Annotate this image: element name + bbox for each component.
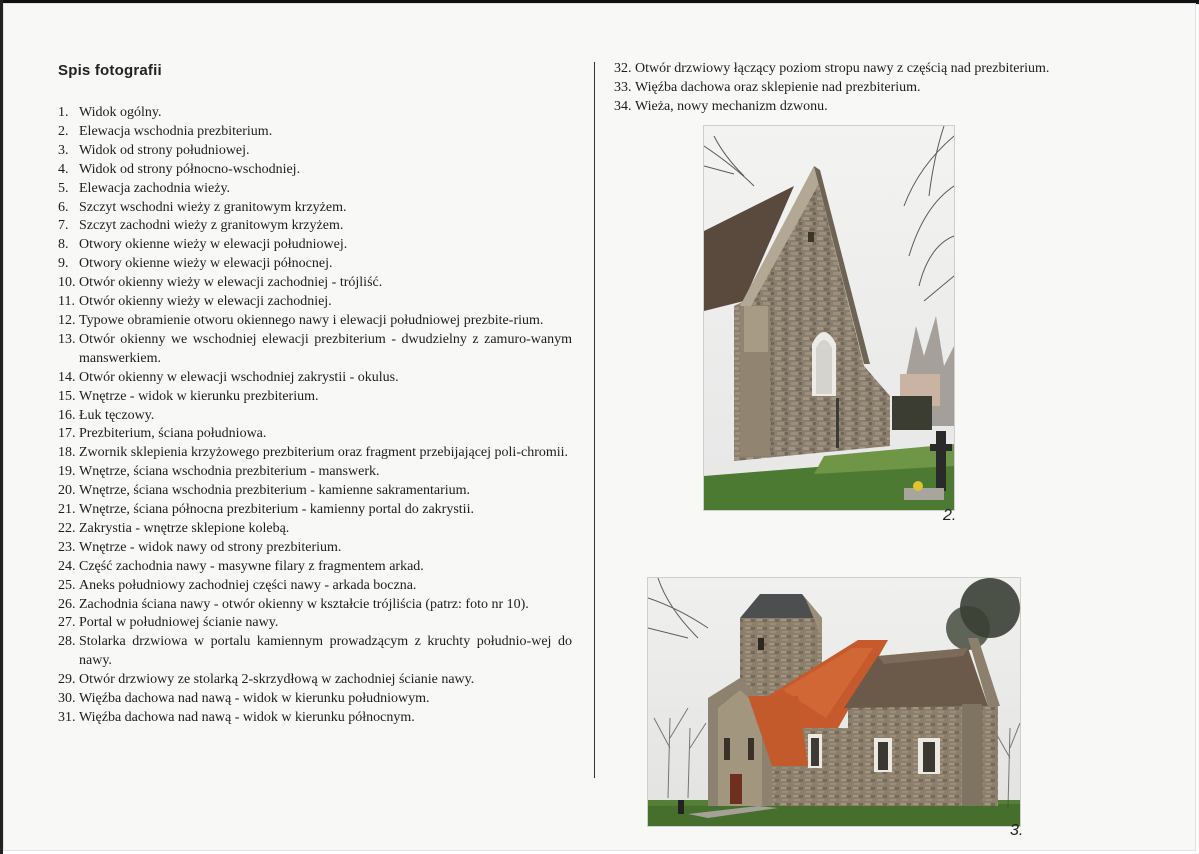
list-item-number: 24. — [58, 558, 76, 574]
list-item — [58, 596, 572, 615]
list-item — [58, 671, 572, 690]
list-item — [58, 255, 572, 274]
list-item — [58, 539, 572, 558]
list-item-text: Łuk tęczowy. — [79, 407, 155, 423]
list-item-text: Widok od strony południowej. — [79, 142, 250, 158]
list-item-text: Część zachodnia nawy - masywne filary z fragmentem arkad. — [79, 558, 424, 574]
list-item-text: Wnętrze, ściana północna prezbiterium - kamienny portal do zakrystii. — [79, 502, 474, 518]
list-item-text: Prezbiterium, ściana południowa. — [79, 426, 267, 442]
list-item-text: Widok ogólny. — [79, 105, 162, 120]
list-item-text: Wieża, nowy mechanizm dzwonu. — [635, 98, 828, 114]
list-item-text: Typowe obramienie otworu okiennego nawy i elewacji południowej prezbite-rium. — [79, 312, 544, 328]
list-item — [58, 463, 572, 482]
list-item — [58, 388, 572, 407]
list-item-number: 7. — [58, 218, 69, 234]
list-item — [58, 142, 572, 161]
list-item-number: 34. — [614, 98, 632, 114]
list-item — [58, 577, 572, 596]
list-item-text: Więźba dachowa nad nawą - widok w kierunku północnym. — [79, 710, 415, 725]
list-item-text: Otwór okienny w elewacji wschodniej zakrystii - okulus. — [79, 369, 399, 385]
list-item-text: Otwór okienny wieży w elewacji zachodniej. — [79, 294, 332, 310]
list-item — [58, 312, 572, 331]
list-item-number: 26. — [58, 596, 76, 612]
photo-list-right — [614, 60, 1094, 117]
list-item-number: 6. — [58, 199, 69, 215]
photo-church-general-view — [648, 578, 1020, 826]
list-item-text: Zachodnia ściana nawy - otwór okienny w kształcie trójliścia (patrz: foto nr 10). — [79, 596, 529, 612]
list-item-number: 10. — [58, 275, 76, 291]
list-item — [58, 274, 572, 293]
list-item-text: Stolarka drzwiowa w portalu kamiennym prowadzącym z kruchty południo-wej do nawy. — [79, 634, 572, 669]
list-item — [58, 123, 572, 142]
list-item-text: Otwór drzwiowy łączący poziom stropu nawy z częścią nad prezbiterium. — [635, 61, 1050, 76]
list-item-number: 4. — [58, 161, 69, 177]
list-item-text: Elewacja zachodnia wieży. — [79, 180, 231, 196]
page-title: Spis fotografii — [58, 62, 162, 79]
list-item-text: Aneks południowy zachodniej części nawy - arkada boczna. — [79, 577, 417, 593]
list-item-text: Szczyt wschodni wieży z granitowym krzyżem. — [79, 199, 347, 215]
list-item — [58, 199, 572, 218]
list-item-text: Otwory okienne wieży w elewacji północnej. — [79, 256, 333, 272]
list-item-number: 2. — [58, 123, 69, 139]
list-item-text: Otwór drzwiowy ze stolarką 2-skrzydłową w zachodniej ścianie nawy. — [79, 672, 475, 688]
list-item-text: Więźba dachowa nad nawą - widok w kierunku południowym. — [79, 691, 430, 707]
list-item-number: 25. — [58, 577, 76, 593]
list-item-number: 19. — [58, 464, 76, 480]
list-item — [58, 709, 572, 728]
list-item-number: 12. — [58, 312, 76, 328]
list-item-text: Otwór okienny wieży w elewacji zachodniej - trójliść. — [79, 275, 383, 291]
list-item-number: 9. — [58, 256, 69, 272]
list-item — [58, 180, 572, 199]
list-item — [58, 293, 572, 312]
list-item — [58, 482, 572, 501]
list-item-number: 30. — [58, 691, 76, 707]
list-item-number: 27. — [58, 615, 76, 631]
list-item-number: 29. — [58, 672, 76, 688]
list-item-text: Więźba dachowa oraz sklepienie nad prezbiterium. — [635, 79, 921, 95]
photo-3-caption: 3. — [1010, 822, 1024, 839]
list-item-number: 5. — [58, 180, 69, 196]
list-item-text: Otwory okienne wieży w elewacji południowej. — [79, 237, 348, 253]
list-item-number: 1. — [58, 105, 69, 120]
list-item-text: Elewacja wschodnia prezbiterium. — [79, 123, 273, 139]
list-item-number: 11. — [58, 294, 75, 310]
list-item-number: 3. — [58, 142, 69, 158]
list-item-number: 22. — [58, 520, 76, 536]
column-divider — [594, 62, 595, 778]
list-item — [614, 98, 1094, 117]
list-item — [58, 407, 572, 426]
list-item — [58, 690, 572, 709]
list-item — [58, 161, 572, 180]
list-item-number: 33. — [614, 79, 632, 95]
list-item — [58, 633, 572, 671]
list-item-text: Szczyt zachodni wieży z granitowym krzyżem. — [79, 218, 344, 234]
list-item — [58, 614, 572, 633]
list-item-number: 17. — [58, 426, 76, 442]
list-item — [614, 79, 1094, 98]
list-item-number: 23. — [58, 539, 76, 555]
list-item-text: Zwornik sklepienia krzyżowego prezbiterium oraz fragment przebijającej poli-chromii. — [79, 445, 569, 461]
list-item-text: Wnętrze, ściana wschodnia prezbiterium - manswerk. — [79, 464, 380, 480]
list-item-number: 21. — [58, 502, 76, 518]
list-item — [58, 501, 572, 520]
list-item — [58, 425, 572, 444]
list-item-text: Portal w południowej ścianie nawy. — [79, 615, 279, 631]
list-item-text: Zakrystia - wnętrze sklepione kolebą. — [79, 520, 290, 536]
list-item — [58, 236, 572, 255]
list-item-text: Wnętrze - widok w kierunku prezbiterium. — [79, 388, 319, 404]
list-item-text: Wnętrze, ściana wschodnia prezbiterium - kamienne sakramentarium. — [79, 483, 471, 499]
list-item — [58, 520, 572, 539]
photo-2-caption: 2. — [943, 507, 957, 524]
list-item — [58, 331, 572, 369]
list-item-number: 16. — [58, 407, 76, 423]
list-item-number: 28. — [58, 634, 76, 650]
list-item-number: 14. — [58, 369, 76, 385]
list-item — [58, 369, 572, 388]
photo-list-left — [58, 104, 572, 728]
list-item — [58, 444, 572, 463]
list-item-number: 8. — [58, 237, 69, 253]
list-item — [58, 104, 572, 123]
list-item-number: 13. — [58, 331, 76, 347]
list-item-number: 15. — [58, 388, 76, 404]
list-item-number: 32. — [614, 61, 632, 76]
list-item-number: 18. — [58, 445, 76, 461]
list-item — [614, 60, 1094, 79]
list-item-text: Otwór okienny we wschodniej elewacji prezbiterium - dwudzielny z zamuro-wanym manswerkiem. — [79, 331, 572, 366]
list-item — [58, 558, 572, 577]
list-item — [58, 217, 572, 236]
list-item-number: 20. — [58, 483, 76, 499]
photo-church-east-corner — [704, 126, 954, 510]
list-item-text: Widok od strony północno-wschodniej. — [79, 161, 301, 177]
list-item-number: 31. — [58, 710, 76, 725]
list-item-text: Wnętrze - widok nawy od strony prezbiterium. — [79, 539, 342, 555]
